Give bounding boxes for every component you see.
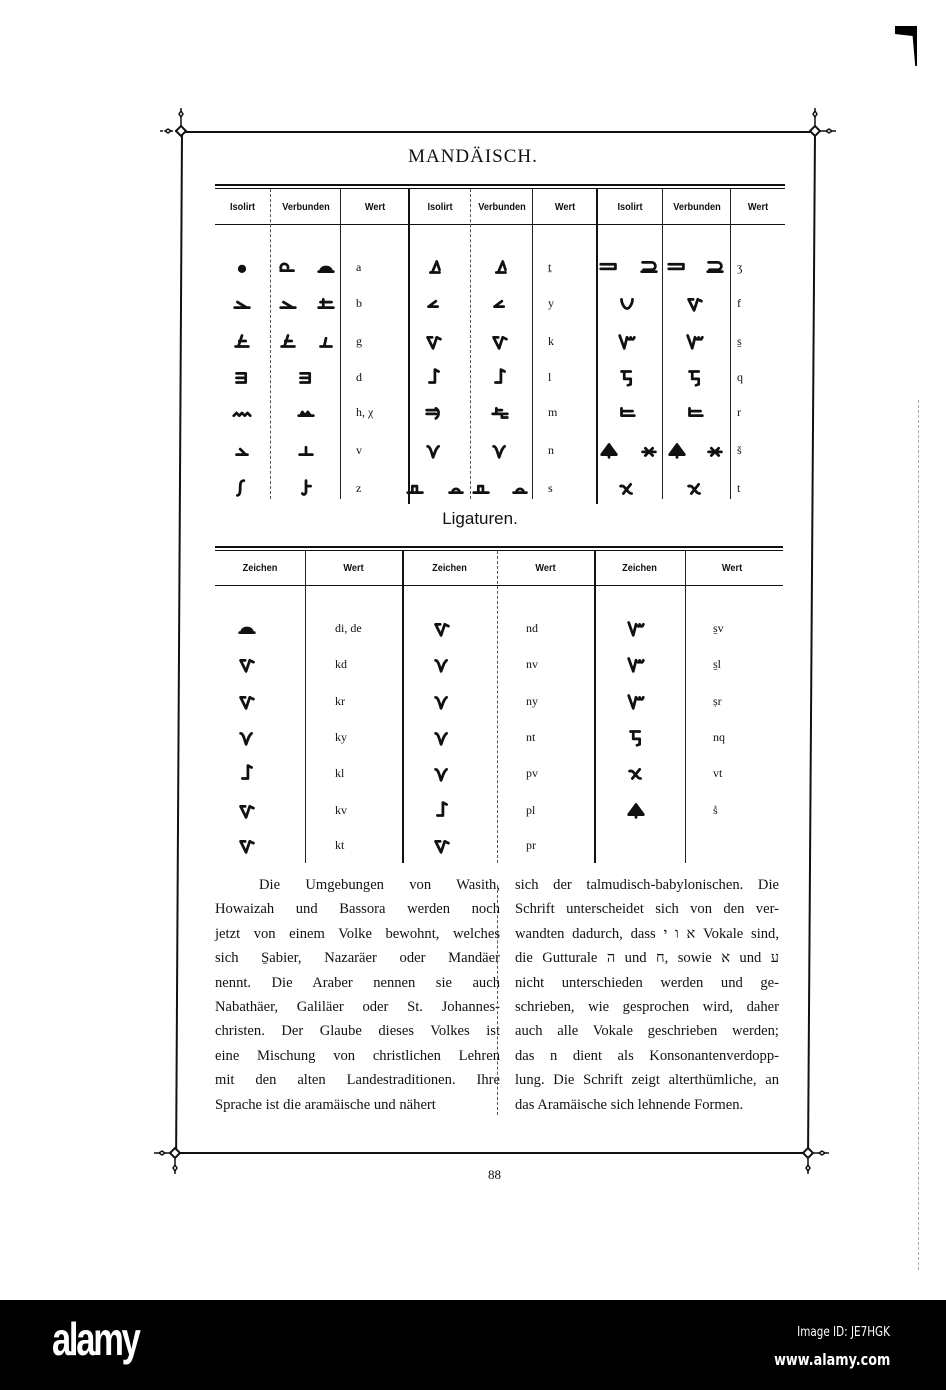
column-header: Verbunden: [478, 202, 526, 213]
angle-glyph-icon: [423, 292, 445, 314]
v-sin-glyph-icon: [625, 653, 647, 675]
column-divider: [305, 551, 306, 863]
text-line: die Gutturale ה und ח, sowie א und ע: [515, 950, 779, 967]
ligature-value: nd: [526, 621, 538, 635]
column-header: Zeichen: [622, 563, 657, 574]
text-line: eine Mischung von christlichen Lehren: [215, 1047, 500, 1064]
ligature-value: ky: [335, 730, 347, 744]
sad-bar-glyph-icon: [471, 477, 493, 499]
l-hook-glyph-icon: [236, 762, 258, 784]
column-divider: [470, 189, 471, 499]
v-flag-glyph-icon: [684, 292, 706, 314]
star-glyph-icon: [704, 439, 726, 461]
scan-smudge: [895, 26, 917, 66]
letter-value: s̱: [737, 334, 742, 348]
v-open-glyph-icon: [616, 292, 638, 314]
letter-value: b: [356, 296, 362, 310]
text-line: schrieben, wie gesprochen wird, daher: [515, 998, 779, 1015]
r-bar-glyph-icon: [616, 401, 638, 423]
tower-glyph-icon: [231, 330, 253, 352]
star-glyph-icon: [638, 439, 660, 461]
ligature-value: ṧ: [713, 803, 718, 817]
column-header: Isolirt: [617, 202, 643, 213]
column-divider: [685, 551, 686, 863]
v-curl-glyph-icon: [431, 653, 453, 675]
ligature-value: nq: [713, 730, 725, 744]
column-divider: [270, 189, 271, 499]
column-divider: [662, 189, 663, 499]
ligature-value: ny: [526, 694, 538, 708]
letter-value: n: [548, 443, 554, 457]
arrow-glyph-icon: [666, 439, 688, 461]
ligature-value: vt: [713, 766, 723, 780]
text-line: Howaizah und Bassora werden noch: [215, 901, 500, 918]
text-line: jetzt von einem Volke bewohnt, welches: [215, 925, 500, 942]
q-hook-glyph-icon: [625, 726, 647, 748]
square-hook-glyph-icon: [295, 366, 317, 388]
text-line: Die Umgebungen von Wasith,: [259, 877, 500, 893]
v-flag-glyph-icon: [236, 690, 258, 712]
letter-value: t: [737, 481, 741, 495]
v-curl-glyph-icon: [431, 726, 453, 748]
letter-value: l: [548, 370, 552, 384]
text-line: das Aramäische sich lehnende Formen.: [515, 1096, 744, 1113]
open-loop-glyph-icon: [638, 256, 660, 278]
v-flag-glyph-icon: [236, 799, 258, 821]
tilt-base-glyph-icon: [231, 439, 253, 461]
loop-glyph-icon: [277, 256, 299, 278]
page-number: 88: [488, 1167, 501, 1182]
alamy-logo: alamy: [52, 1313, 139, 1365]
sad-loop-glyph-icon: [445, 477, 467, 499]
circle-glyph-icon: [231, 256, 253, 278]
corner-ornament-icon: [144, 1122, 204, 1182]
column-header: Wert: [364, 202, 386, 213]
square-hook-glyph-icon: [231, 366, 253, 388]
text-line: christen. Der Glaube dieses Volkes ist: [215, 1023, 500, 1040]
crown-glyph-icon: [295, 401, 317, 423]
v-curl-glyph-icon: [431, 690, 453, 712]
bar-hook-glyph-icon: [231, 292, 253, 314]
ligatures-heading: Ligaturen.: [442, 509, 518, 528]
letter-value: q: [737, 370, 743, 384]
v-flag-glyph-icon: [236, 834, 258, 856]
ligature-value: pl: [526, 803, 536, 817]
image-id: Image ID: JE7HGK: [797, 1325, 890, 1340]
sad-bar-glyph-icon: [405, 477, 427, 499]
page-title: MANDÄISCH.: [408, 146, 538, 167]
corner-ornament-icon: [777, 1122, 837, 1182]
ligature-value: s̱l: [713, 657, 722, 671]
letter-value: v: [356, 443, 362, 457]
v-flag-glyph-icon: [431, 617, 453, 639]
column-header: Verbunden: [282, 202, 330, 213]
ligature-value: kt: [335, 838, 345, 852]
l-hook-glyph-icon: [489, 366, 511, 388]
column-header: Verbunden: [673, 202, 721, 213]
x-hook-glyph-icon: [684, 477, 706, 499]
ligature-value: nt: [526, 730, 536, 744]
tower-small-glyph-icon: [315, 330, 337, 352]
column-header: Zeichen: [242, 563, 278, 574]
letter-value: r: [737, 405, 741, 419]
t-base-glyph-icon: [295, 439, 317, 461]
text-line: nennt. Die Araber nennen sie auch: [215, 974, 500, 991]
column-divider: [402, 551, 404, 863]
column-header: Isolirt: [427, 202, 453, 213]
text-line: Nabathäer, Galiläer oder St. Johannes-: [215, 998, 500, 1015]
ligature-value: kr: [335, 694, 345, 708]
open-loop-glyph-icon: [704, 256, 726, 278]
long-s-glyph-icon: [231, 477, 253, 499]
m-bar-glyph-icon: [489, 401, 511, 423]
ligature-value: pr: [526, 838, 536, 852]
letter-value: š: [737, 443, 742, 457]
column-divider: [532, 189, 533, 499]
v-flag-glyph-icon: [489, 330, 511, 352]
tower-glyph-icon: [277, 330, 299, 352]
column-header: Wert: [747, 202, 769, 213]
j-hook-glyph-icon: [295, 477, 317, 499]
slant-d-glyph-icon: [489, 256, 511, 278]
slant-d-glyph-icon: [423, 256, 445, 278]
v-curl-glyph-icon: [236, 726, 258, 748]
text-line: Schrift unterscheidet sich von den ver-: [515, 901, 779, 918]
column-header: Wert: [343, 563, 364, 574]
column-divider: [408, 189, 410, 504]
zigzag-glyph-icon: [231, 401, 253, 423]
watermark-bar: [0, 1300, 946, 1390]
x-hook-glyph-icon: [625, 762, 647, 784]
letter-value: f: [737, 296, 741, 310]
ligature-value: kl: [335, 766, 345, 780]
text-line: sich der talmudisch-babylonischen. Die: [515, 877, 779, 893]
r-bar-glyph-icon: [684, 401, 706, 423]
text-line: wandten dadurch, dass א ו י Vokale sind,: [515, 925, 779, 942]
ligature-value: kd: [335, 657, 347, 671]
ligature-value: pv: [526, 766, 538, 780]
letter-value: k: [548, 334, 554, 348]
m-hook-glyph-icon: [423, 401, 445, 423]
letter-value: h, χ: [356, 405, 374, 419]
column-divider: [340, 189, 341, 499]
v-flag-glyph-icon: [423, 330, 445, 352]
q-hook-glyph-icon: [616, 366, 638, 388]
column-header: Wert: [554, 202, 576, 213]
ligature-value: kv: [335, 803, 347, 817]
column-header: Wert: [721, 563, 743, 574]
column-divider: [594, 551, 596, 863]
double-bar-glyph-icon: [598, 256, 620, 278]
letter-value: y: [548, 296, 554, 310]
letter-value: d: [356, 370, 362, 384]
letter-value: s: [548, 481, 553, 495]
v-sin-glyph-icon: [684, 330, 706, 352]
column-header: Isolirt: [229, 202, 256, 213]
paragraph-right: [515, 873, 779, 1117]
column-header: Wert: [535, 563, 556, 574]
q-hook-glyph-icon: [684, 366, 706, 388]
letter-value: z: [356, 481, 362, 495]
text-line: nicht unterschieden werden und ge-: [515, 974, 779, 991]
ligature-value: ṣr: [713, 694, 722, 708]
column-divider: [497, 551, 498, 863]
v-curl-glyph-icon: [431, 762, 453, 784]
l-hook-glyph-icon: [423, 366, 445, 388]
paragraph-left: [215, 873, 500, 1117]
text-line: sich S̱abier, Nazaräer oder Mandäer: [215, 950, 500, 967]
v-sin-glyph-icon: [625, 690, 647, 712]
x-hook-glyph-icon: [616, 477, 638, 499]
bar-hook-double-glyph-icon: [315, 292, 337, 314]
text-line: auch alle Vokale geschrieben werden;: [515, 1023, 779, 1040]
letter-value: m: [548, 405, 558, 419]
v-flag-glyph-icon: [236, 653, 258, 675]
arrow-glyph-icon: [625, 799, 647, 821]
watermark-site: www.alamy.com: [773, 1350, 890, 1369]
column-divider: [730, 189, 731, 499]
letter-value: g: [356, 334, 362, 348]
v-curl-glyph-icon: [423, 439, 445, 461]
dome-glyph-icon: [236, 617, 258, 639]
v-flag-glyph-icon: [431, 834, 453, 856]
v-sin-glyph-icon: [616, 330, 638, 352]
double-bar-glyph-icon: [666, 256, 688, 278]
l-hook-glyph-icon: [431, 799, 453, 821]
v-sin-glyph-icon: [625, 617, 647, 639]
text-line: das n dient als Konsonantenverdopp-: [515, 1047, 779, 1064]
dome-glyph-icon: [315, 256, 337, 278]
ligature-value: di, de: [335, 621, 362, 635]
column-header: Zeichen: [432, 563, 467, 574]
angle-glyph-icon: [489, 292, 511, 314]
letter-value: ʒ: [737, 260, 743, 274]
text-line: mit den alten Landestraditionen. Ihre: [215, 1072, 500, 1089]
letter-value: ṯ: [548, 260, 552, 274]
ligature-value: s̱v: [713, 621, 724, 635]
ligature-value: nv: [526, 657, 538, 671]
v-curl-glyph-icon: [489, 439, 511, 461]
text-line: Sprache ist die aramäische und nähert: [215, 1096, 436, 1113]
sad-loop-glyph-icon: [509, 477, 531, 499]
bar-hook-glyph-icon: [277, 292, 299, 314]
letter-value: a: [356, 260, 362, 274]
arrow-glyph-icon: [598, 439, 620, 461]
text-line: lung. Die Schrift zeigt alterthümliche, an: [515, 1072, 779, 1089]
